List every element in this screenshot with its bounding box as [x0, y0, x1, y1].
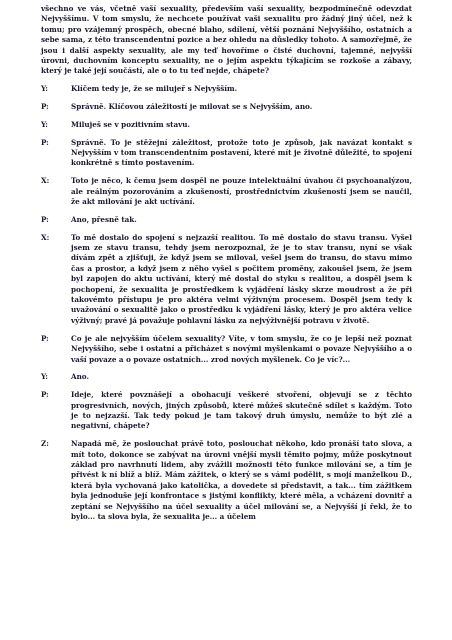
speaker-label: P: [41, 390, 49, 400]
paragraph-text: Ano. [71, 372, 89, 382]
speaker-label: Y: [41, 372, 48, 382]
paragraph-text: Toto je něco, k čemu jsem dospěl ne pouze intelektuální úvahou či psychoanalýzou, ale reálným pozorováním a zkušeností, prostřednictvím zkušeností jsem se naučil, že akt milování je akt uctívání. [71, 176, 412, 207]
paragraph-text: Klíčem tedy je, že se milujeř s Nejvyšším. [71, 84, 238, 94]
dialogue-paragraph [41, 84, 412, 94]
paragraph-text: Ideje, které povznášejí a obohacují veškeré stvoření, objevují se z těchto progresivních, nových, jiných způsobů, které můžeš skutečně sdílet s každým. Toto je to nejzazší. Tak tedy pokud je tam takový druh úmyslu, nemůže to být zlé a negativní, chápete? [71, 390, 412, 431]
paragraph-text: Co je ale nejvyšším účelem sexuality? Víte, v tom smyslu, že co je lepší než poznat Nejvyššího, sebe i ostatní a přicházet s novými myšlenkami o povaze Nejvyššího a o vaší povaze a o povaze ostatních... zrod nových myšlenek. Co je víc?... [71, 333, 412, 364]
dialogue-paragraph [41, 120, 412, 130]
dialogue-paragraph [41, 372, 412, 382]
dialogue-paragraph [41, 176, 412, 207]
paragraph-text: Miluješ se v pozitivním stavu. [71, 119, 191, 129]
paragraph-text: všechno ve vás, včetně vaší sexuality, především vaší sexuality, bezpodmínečně odevzdat Nejvyššímu. V tom smyslu, že nechcete používat vaši sexualitu pro žádný jiný účel, než k tomu; pro vzájemný prospěch, obecné blaho, sdílení, větší poznání Nejvyššího, ostatních a sebe sama, z této transcendentní pozice a bez ohledu na důsledky tohoto. A samozřejmě, že jsou i další aspekty sexuality, ale my teď hovoříme o čisté duchovní, tajemné, nejvyšší úrovni, duchovním konceptu sexuality, ne o jejím aspektu týkajícím se rozkoše a zábavy, který je také její součástí, ale o to tu teď nejde, chápete? [41, 4, 412, 76]
paragraph-text: Napadá mě, že poslouchat právě toto, poslouchat někoho, kdo pronáší tato slova, a mít toto, dokonce se zabývat na úrovni vnější mysli těmito pojmy, může poskytnout základ pro navrhnutí lidem, aby zvážili možnosti této funkce milování se, a tím je přivést k ní blíž a blíž. Mám zážitek, o který se s vámi podělit, s mojí manželkou D., která byla vychovaná jako katolička, a dovedete si představit, a tak... tím zážitkem byla jednoduše její konfrontace s jistými konflikty, které měla, a vcházení dovnitř a zeptání se Nejvyššího na účel sexuality a účel milování se, a Nejvyšší jí řekl, že to bylo... ta slova byla, že sexualita je... a účelem [71, 439, 412, 521]
paragraph-text: To mě dostalo do spojení s nejzazší realitou. To mě dostalo do stavu transu. Vyšel jsem ze stavu transu, tehdy jsem nerozpoznal, že je to stav transu, nyní se však dívám zpět a zjišťuji, že když jsem se miloval, vešel jsem do transu, do stavu mimo čas a prostor, a když jsem z něho vyšel s počitem proměny, zakoušel jsem, že jsem byl zapojen do aktu uctívání, který mě dostal do styku s realitou, a dospěl jsem k pochopení, že sexualita je prostředkem k vyjádření lásky skrze moudrost a že při takovémto přístupu je pro aktéra velmi výživným procesem. Dospěl jsem tedy k uvažování o sexualitě jako o prostředku k vyjádření lásky, který je pro aktéra velice výživný; pravé já považuje pohlavní lásku za nejvýživnější potravu v životě. [71, 232, 412, 325]
speaker-label: X: [41, 232, 50, 242]
dialogue-paragraph [41, 138, 412, 169]
paragraph-text: Správně. Klíčovou záležitostí je milovat se s Nejvyšším, ano. [71, 102, 313, 112]
speaker-label: P: [41, 333, 49, 343]
dialogue-paragraph [41, 215, 412, 225]
dialogue-paragraph [41, 4, 412, 77]
speaker-label: P: [41, 102, 49, 112]
paragraph-text: Správně. To je stěžejní záležitost, protože toto je způsob, jak navázat kontakt s Nejvyšším v tom transcendentním postavení, které mít je životně důležité, to spojení konkrétně s tímto postavením. [71, 137, 412, 168]
dialogue-paragraph [41, 233, 412, 327]
speaker-label: Y: [41, 84, 48, 94]
speaker-label: Y: [41, 119, 48, 129]
speaker-label: Z: [41, 439, 49, 449]
dialogue-paragraph [41, 102, 412, 112]
speaker-label: P: [41, 137, 49, 147]
speaker-label: P: [41, 214, 49, 224]
paragraph-text: Ano, přesně tak. [71, 214, 137, 224]
speaker-label: X: [41, 176, 50, 186]
dialogue-paragraph [41, 390, 412, 432]
dialogue-paragraph [41, 439, 412, 522]
dialogue-paragraph [41, 334, 412, 365]
